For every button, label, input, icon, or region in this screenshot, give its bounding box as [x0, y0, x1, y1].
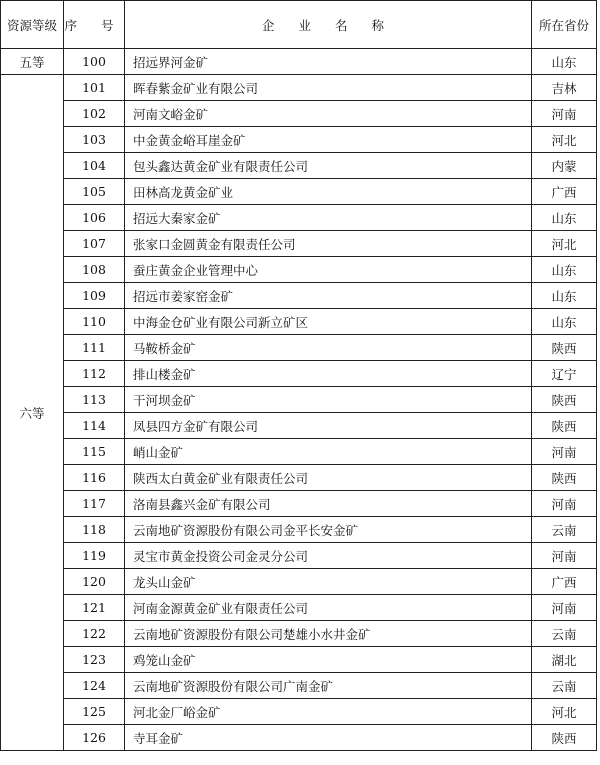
enterprise-name-cell: 陕西太白黄金矿业有限责任公司 [125, 465, 532, 491]
province-cell: 河南 [532, 491, 597, 517]
enterprise-name-cell: 河北金厂峪金矿 [125, 699, 532, 725]
number-cell: 123 [64, 647, 125, 673]
province-cell: 河北 [532, 231, 597, 257]
enterprise-name-cell: 田林高龙黄金矿业 [125, 179, 532, 205]
province-cell: 河南 [532, 595, 597, 621]
province-cell: 陕西 [532, 335, 597, 361]
number-cell: 117 [64, 491, 125, 517]
number-cell: 101 [64, 75, 125, 101]
header-row [1, 1, 597, 49]
number-cell: 119 [64, 543, 125, 569]
table-row [1, 49, 597, 75]
table-row [1, 543, 597, 569]
enterprise-name-cell: 鸡笼山金矿 [125, 647, 532, 673]
enterprise-name-cell: 招远市姜家窑金矿 [125, 283, 532, 309]
table-row [1, 517, 597, 543]
number-cell: 109 [64, 283, 125, 309]
number-cell: 105 [64, 179, 125, 205]
number-cell: 112 [64, 361, 125, 387]
enterprise-name-cell: 洛南县鑫兴金矿有限公司 [125, 491, 532, 517]
province-cell: 河南 [532, 101, 597, 127]
province-cell: 辽宁 [532, 361, 597, 387]
number-cell: 121 [64, 595, 125, 621]
table-row [1, 231, 597, 257]
number-cell: 100 [64, 49, 125, 75]
enterprise-name-cell: 马鞍桥金矿 [125, 335, 532, 361]
province-cell: 河北 [532, 127, 597, 153]
table-row [1, 309, 597, 335]
province-cell: 山东 [532, 257, 597, 283]
table-row [1, 283, 597, 309]
table-row [1, 413, 597, 439]
table-row [1, 75, 597, 101]
enterprise-name-cell: 干河坝金矿 [125, 387, 532, 413]
number-cell: 115 [64, 439, 125, 465]
number-cell: 104 [64, 153, 125, 179]
number-cell: 114 [64, 413, 125, 439]
enterprise-name-cell: 招远大秦家金矿 [125, 205, 532, 231]
enterprise-name-cell: 云南地矿资源股份有限公司广南金矿 [125, 673, 532, 699]
number-cell: 124 [64, 673, 125, 699]
province-cell: 广西 [532, 569, 597, 595]
table-row [1, 335, 597, 361]
number-cell: 106 [64, 205, 125, 231]
table-row [1, 387, 597, 413]
province-cell: 湖北 [532, 647, 597, 673]
enterprise-name-cell: 寺耳金矿 [125, 725, 532, 751]
enterprise-name-cell: 张家口金圆黄金有限责任公司 [125, 231, 532, 257]
enterprise-name-cell: 云南地矿资源股份有限公司楚雄小水井金矿 [125, 621, 532, 647]
province-cell: 山东 [532, 283, 597, 309]
table-row [1, 361, 597, 387]
enterprise-name-cell: 凤县四方金矿有限公司 [125, 413, 532, 439]
number-cell: 102 [64, 101, 125, 127]
province-cell: 山东 [532, 205, 597, 231]
enterprise-name-cell: 中金黄金峪耳崖金矿 [125, 127, 532, 153]
table-row [1, 725, 597, 751]
table-row [1, 621, 597, 647]
table-row [1, 491, 597, 517]
table-row [1, 439, 597, 465]
enterprise-name-cell: 灵宝市黄金投资公司金灵分公司 [125, 543, 532, 569]
enterprise-name-cell: 中海金仓矿业有限公司新立矿区 [125, 309, 532, 335]
province-cell: 吉林 [532, 75, 597, 101]
number-cell: 108 [64, 257, 125, 283]
table-row [1, 595, 597, 621]
number-cell: 111 [64, 335, 125, 361]
header-enterprise-name: 企 业 名 称 [125, 1, 532, 49]
enterprise-name-cell: 蚕庄黄金企业管理中心 [125, 257, 532, 283]
table-row [1, 465, 597, 491]
number-cell: 107 [64, 231, 125, 257]
enterprise-name-cell: 河南文峪金矿 [125, 101, 532, 127]
table-row [1, 205, 597, 231]
number-cell: 113 [64, 387, 125, 413]
province-cell: 云南 [532, 517, 597, 543]
table-body [1, 49, 597, 751]
table-row [1, 647, 597, 673]
province-cell: 广西 [532, 179, 597, 205]
enterprise-name-cell: 云南地矿资源股份有限公司金平长安金矿 [125, 517, 532, 543]
grade-cell: 五等 [1, 49, 64, 75]
province-cell: 陕西 [532, 465, 597, 491]
province-cell: 陕西 [532, 413, 597, 439]
number-cell: 122 [64, 621, 125, 647]
province-cell: 山东 [532, 309, 597, 335]
enterprise-name-cell: 晖春紫金矿业有限公司 [125, 75, 532, 101]
number-cell: 118 [64, 517, 125, 543]
number-cell: 110 [64, 309, 125, 335]
table-row [1, 127, 597, 153]
enterprise-name-cell: 河南金源黄金矿业有限责任公司 [125, 595, 532, 621]
table-header [1, 1, 597, 49]
number-cell: 120 [64, 569, 125, 595]
province-cell: 河北 [532, 699, 597, 725]
grade-cell: 六等 [1, 75, 64, 751]
province-cell: 陕西 [532, 725, 597, 751]
enterprise-name-cell: 招远界河金矿 [125, 49, 532, 75]
province-cell: 内蒙 [532, 153, 597, 179]
table-row [1, 101, 597, 127]
province-cell: 河南 [532, 543, 597, 569]
province-cell: 云南 [532, 673, 597, 699]
number-cell: 125 [64, 699, 125, 725]
enterprise-name-cell: 龙头山金矿 [125, 569, 532, 595]
table-row [1, 257, 597, 283]
enterprise-name-cell: 排山楼金矿 [125, 361, 532, 387]
table-row [1, 179, 597, 205]
number-cell: 103 [64, 127, 125, 153]
table-row [1, 699, 597, 725]
number-cell: 116 [64, 465, 125, 491]
province-cell: 河南 [532, 439, 597, 465]
header-grade: 资源等级 [1, 1, 64, 49]
header-number: 序 号 [64, 1, 125, 49]
province-cell: 陕西 [532, 387, 597, 413]
table-row [1, 153, 597, 179]
number-cell: 126 [64, 725, 125, 751]
header-province: 所在省份 [532, 1, 597, 49]
table-row [1, 673, 597, 699]
province-cell: 山东 [532, 49, 597, 75]
table-row [1, 569, 597, 595]
enterprise-name-cell: 包头鑫达黄金矿业有限责任公司 [125, 153, 532, 179]
enterprise-name-cell: 峭山金矿 [125, 439, 532, 465]
province-cell: 云南 [532, 621, 597, 647]
